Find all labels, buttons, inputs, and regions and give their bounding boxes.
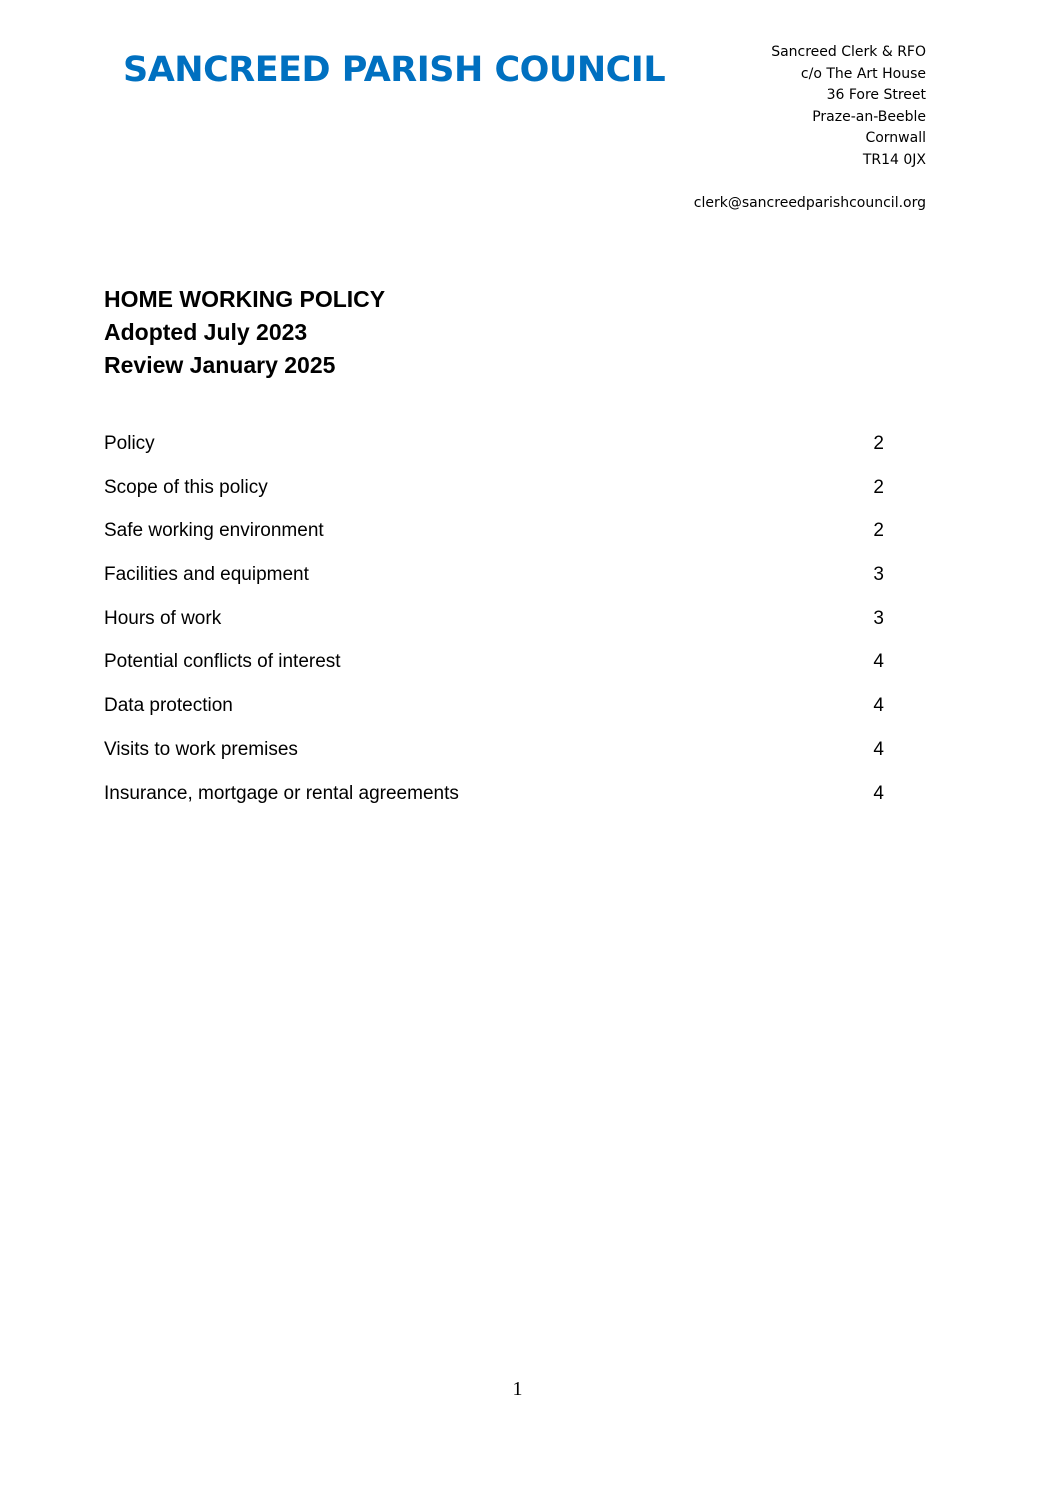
toc-entry xyxy=(104,603,884,647)
address-block xyxy=(694,42,926,215)
toc-entry-label: Policy xyxy=(104,433,155,454)
toc-entry-label: Potential conflicts of interest xyxy=(104,651,341,673)
toc-entry xyxy=(104,515,884,559)
toc-entry-label: Hours of work xyxy=(104,607,222,629)
address-line: Praze-an-Beeble xyxy=(812,108,926,125)
address-line: Cornwall xyxy=(865,130,926,147)
address-line: c/o The Art House xyxy=(800,65,926,82)
toc-entry-page: 2 xyxy=(873,433,884,454)
address-line: TR14 0JX xyxy=(862,151,926,168)
toc-entry xyxy=(104,778,884,822)
document-title-block xyxy=(104,283,385,382)
toc-entry-page: 4 xyxy=(873,695,884,717)
toc-entry xyxy=(104,428,884,472)
toc-entry-label: Insurance, mortgage or rental agreements xyxy=(104,782,459,804)
toc-entry xyxy=(104,734,884,778)
toc-entry-label: Visits to work premises xyxy=(104,738,298,760)
toc-entry-page: 3 xyxy=(873,564,884,586)
toc-entry-page: 4 xyxy=(873,782,884,804)
toc-entry-page: 2 xyxy=(873,476,884,498)
toc-entry-page: 4 xyxy=(873,651,884,673)
toc-entry-label: Data protection xyxy=(104,695,233,717)
toc-entry-page: 3 xyxy=(873,607,884,629)
document-title: HOME WORKING POLICY xyxy=(104,286,386,312)
toc-entry xyxy=(104,646,884,690)
toc-entry xyxy=(104,472,884,516)
adopted-date: Adopted July 2023 xyxy=(104,319,308,345)
email-address: clerk@sancreedparishcouncil.org xyxy=(693,195,926,212)
table-of-contents xyxy=(104,428,884,821)
toc-entry xyxy=(104,559,884,603)
review-date: Review January 2025 xyxy=(104,352,336,378)
toc-entry-page: 2 xyxy=(873,520,884,542)
toc-entry-label: Facilities and equipment xyxy=(104,564,309,586)
toc-entry xyxy=(104,690,884,734)
council-name: SANCREED PARISH COUNCIL xyxy=(123,50,666,90)
address-line: Sancreed Clerk & RFO xyxy=(771,44,926,60)
toc-entry-label: Safe working environment xyxy=(104,520,324,542)
toc-entry-page: 4 xyxy=(873,738,884,760)
page-number: 1 xyxy=(512,1378,523,1400)
address-line: 36 Fore Street xyxy=(826,87,926,104)
toc-entry-label: Scope of this policy xyxy=(104,476,268,498)
